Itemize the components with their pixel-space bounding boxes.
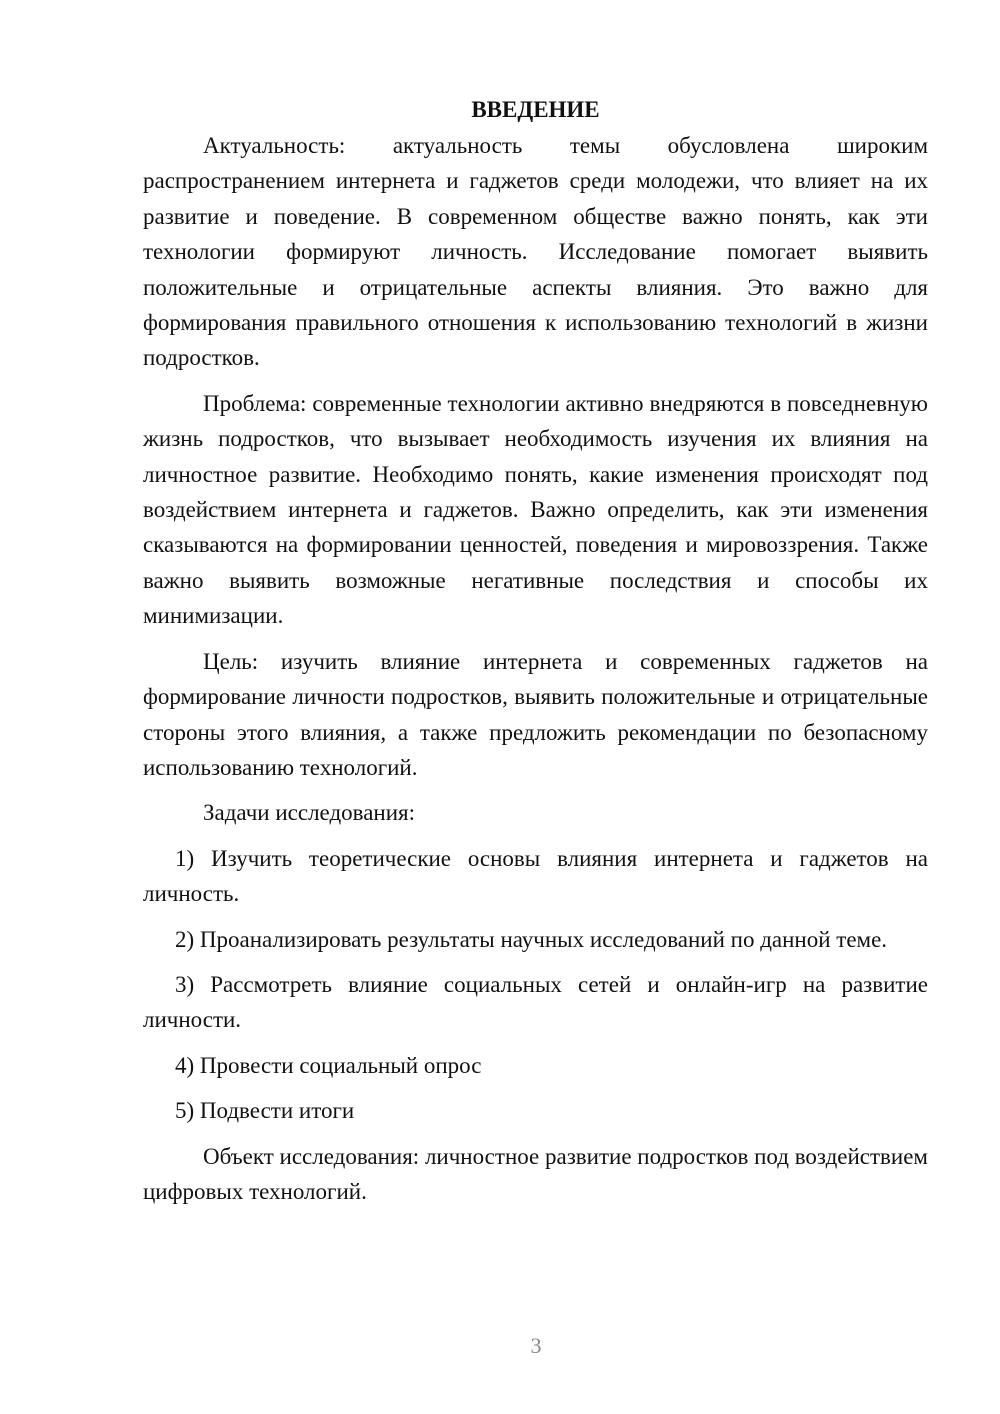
- object-paragraph: Объект исследования: личностное развитие подростков под воздействием цифровых технологий.: [143, 1143, 928, 1204]
- paragraph-spacer: [143, 1038, 928, 1048]
- relevance-paragraph: Актуальность: актуальность темы обусловлена широким распространением интернета и гаджетов среди молодежи, что влияет на их развитие и поведение. В современном обществе важно понять, как эти технологии формируют личность. Исследование помогает выявить положительные и отрицательные аспекты влияния. Это важно для формирования правильного отношения к использованию технологий в жизни подростков.: [143, 133, 928, 371]
- problem-paragraph: Проблема: современные технологии активно внедряются в повседневную жизнь подростков, что вызывает необходимость изучения их влияния на личностное развитие. Необходимо понять, какие изменения происходят под воздействием интернета и гаджетов. Важно определить, как эти изменения сказываются на формировании ценностей, поведения и мировоззрения. Также важно выявить возможные негативные последствия и способы их минимизации.: [143, 390, 928, 629]
- paragraph-spacer: [143, 376, 928, 386]
- task-item: 2) Проанализировать результаты научных исследований по данной теме.: [175, 926, 888, 952]
- page-title: ВВЕДЕНИЕ: [471, 97, 600, 122]
- paragraph-spacer: [143, 1129, 928, 1139]
- tasks-heading: Задачи исследования:: [203, 800, 416, 826]
- task-item: 5) Подвести итоги: [175, 1098, 355, 1124]
- paragraph-spacer: [143, 957, 928, 967]
- page-content: [143, 92, 928, 1209]
- task-item: 3) Рассмотреть влияние социальных сетей и онлайн-игр на развитие личности.: [143, 971, 928, 1033]
- task-item: 1) Изучить теоретические основы влияния интернета и гаджетов на личность.: [143, 845, 928, 907]
- paragraph-spacer: [143, 634, 928, 644]
- paragraph-spacer: [143, 831, 928, 841]
- paragraph-spacer: [143, 912, 928, 922]
- paragraph-spacer: [143, 1083, 928, 1093]
- paragraph-spacer: [143, 785, 928, 795]
- goal-paragraph: Цель: изучить влияние интернета и современных гаджетов на формирование личности подростков, выявить положительные и отрицательные стороны этого влияния, а также предложить рекомендации по безопасному использованию технологий.: [143, 648, 928, 780]
- task-item: 4) Провести социальный опрос: [175, 1052, 482, 1078]
- page-number: 3: [530, 1333, 542, 1358]
